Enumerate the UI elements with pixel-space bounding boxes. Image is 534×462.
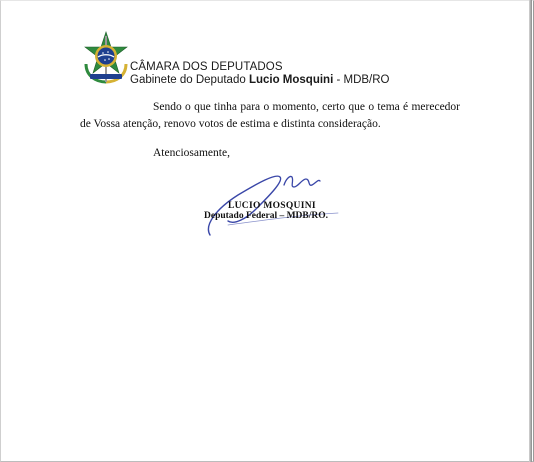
letter-paragraph — [80, 99, 460, 133]
page-edge-shadow — [529, 0, 532, 462]
signature-block — [198, 163, 360, 241]
deputy-name: Lucio Mosquini — [248, 74, 334, 86]
office-prefix: Gabinete do Deputado — [130, 74, 249, 86]
signatory-name: LUCIO MOSQUINI — [228, 201, 316, 211]
closing-salutation: Atenciosamente, — [153, 147, 230, 159]
letterhead — [78, 30, 498, 90]
office-suffix: - MDB/RO — [333, 74, 390, 86]
paragraph-text: Sendo o que tinha para o momento, certo que o tema é merecedor de Vossa atenção, renovo votos de estima e distinta consideração. — [80, 101, 460, 130]
signatory-title: Deputado Federal – MDB/RO. — [204, 211, 329, 221]
brazil-coat-of-arms-icon — [78, 30, 134, 86]
office-line — [130, 74, 390, 86]
organization-name: CÂMARA DOS DEPUTADOS — [130, 61, 283, 73]
